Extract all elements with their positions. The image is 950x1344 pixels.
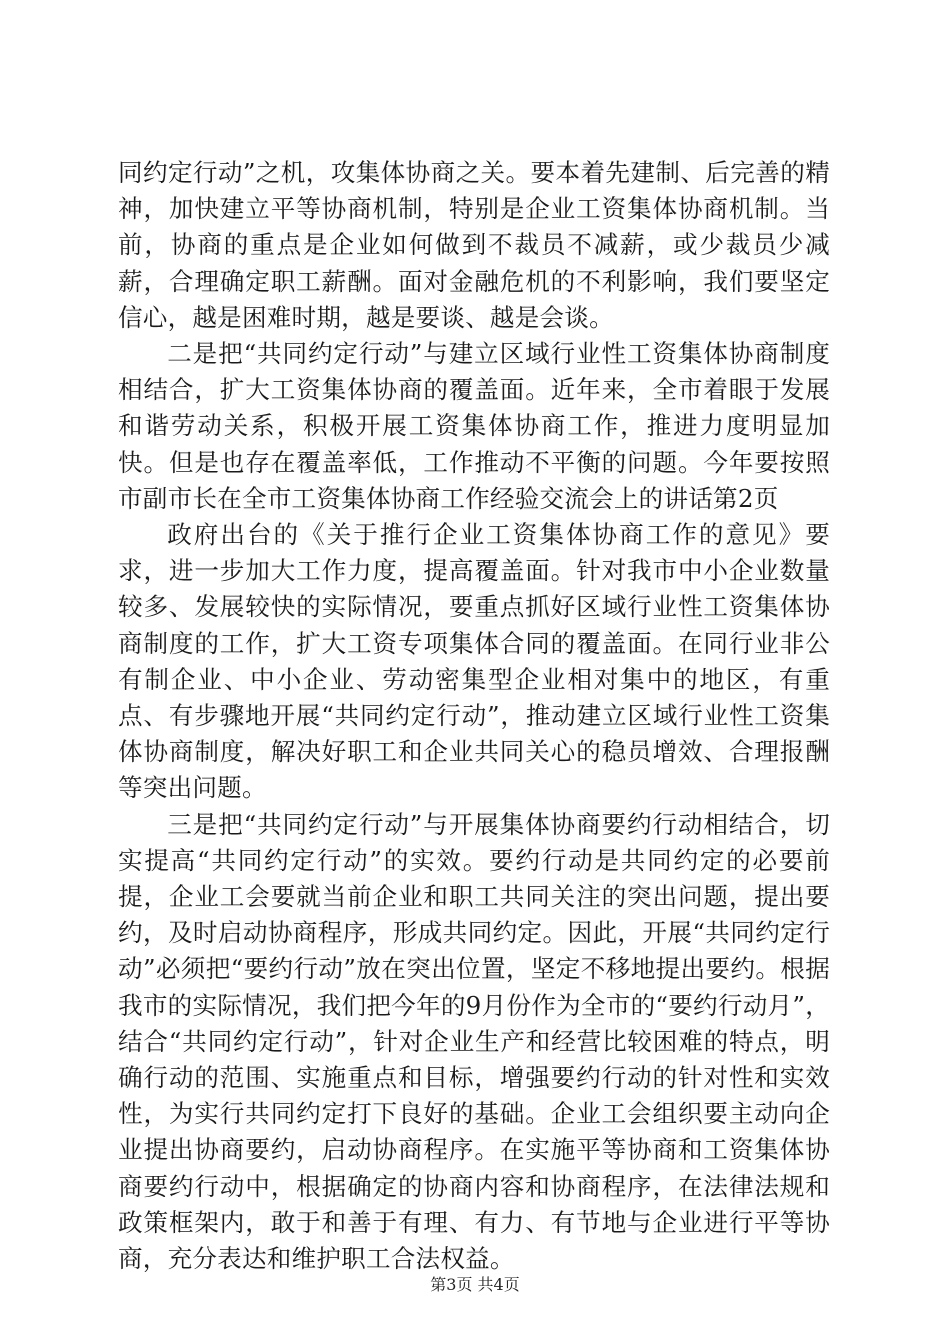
paragraph-government-opinion: 政府出台的《关于推行企业工资集体协商工作的意见》要求，进一步加大工作力度，提高覆盖面。针对我市中小企业数量较多、发展较快的实际情况，要重点抓好区域行业性工资集体协商制度的工作，扩大工资专项集体合同的覆盖面。在同行业非公有制企业、中小企业、劳动密集型企业相对集中的地区，有重点、有步骤地开展“共同约定行动”，推动建立区域行业性工资集体协商制度，解决好职工和企业共同关心的稳员增效、合理报酬等突出问题。	[118, 520, 830, 803]
paragraph-continuation: 同约定行动”之机，攻集体协商之关。要本着先建制、后完善的精神，加快建立平等协商机制，特别是企业工资集体协商机制。当前，协商的重点是企业如何做到不裁员不减薪，或少裁员少减薪，合理确定职工薪酬。面对金融危机的不利影响，我们要坚定信心，越是困难时期，越是要谈、越是会谈。	[118, 158, 830, 332]
page-footer: 第3页 共4页	[430, 1275, 520, 1294]
paragraph-point-two: 二是把“共同约定行动”与建立区域行业性工资集体协商制度相结合，扩大工资集体协商的覆盖面。近年来，全市着眼于发展和谐劳动关系，积极开展工资集体协商工作，推进力度明显加快。但是也存在覆盖率低，工作推动不平衡的问题。今年要按照市副市长在全市工资集体协商工作经验交流会上的讲话第2页	[118, 339, 830, 513]
paragraph-point-three: 三是把“共同约定行动”与开展集体协商要约行动相结合，切实提高“共同约定行动”的实效。要约行动是共同约定的必要前提，企业工会要就当前企业和职工共同关注的突出问题，提出要约，及时启动协商程序，形成共同约定。因此，开展“共同约定行动”必须把“要约行动”放在突出位置，坚定不移地提出要约。根据我市的实际情况，我们把今年的9月份作为全市的“要约行动月”，结合“共同约定行动”，针对企业生产和经营比较困难的特点，明确行动的范围、实施重点和目标，增强要约行动的针对性和实效性，为实行共同约定打下良好的基础。企业工会组织要主动向企业提出协商要约，启动协商程序。在实施平等协商和工资集体协商要约行动中，根据确定的协商内容和协商程序，在法律法规和政策框架内，敢于和善于有理、有力、有节地与企业进行平等协商，充分表达和维护职工合法权益。	[118, 809, 830, 1274]
document-body	[118, 155, 830, 1277]
